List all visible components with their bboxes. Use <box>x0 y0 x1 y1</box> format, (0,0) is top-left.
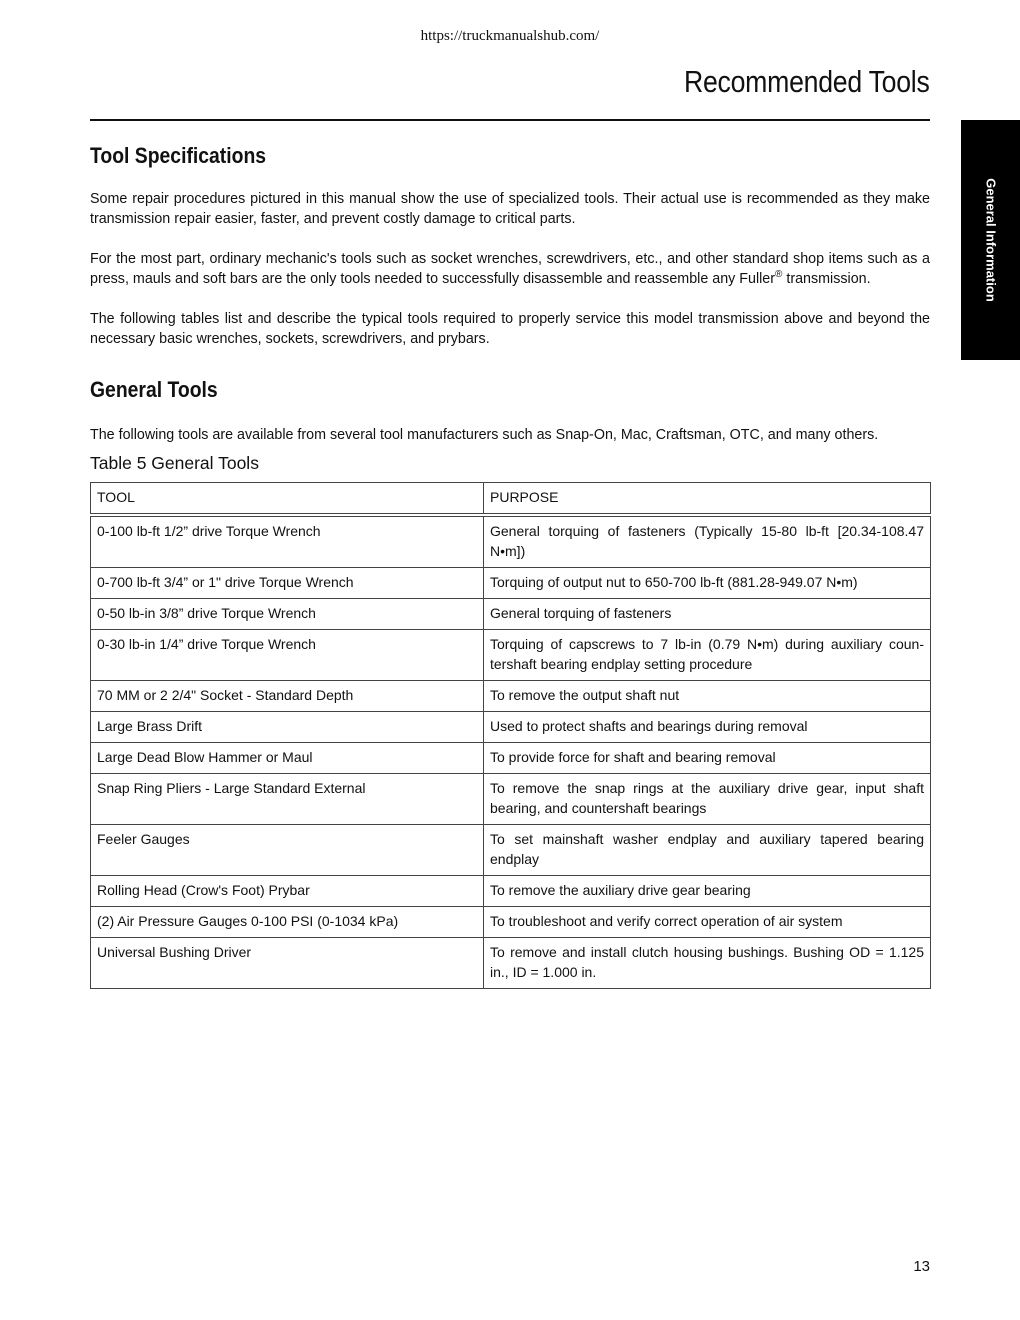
main-content <box>90 143 930 989</box>
tool-cell: Large Dead Blow Hammer or Maul <box>91 743 484 774</box>
tool-cell: Universal Bushing Driver <box>91 938 484 989</box>
table-header-row <box>91 483 931 516</box>
section-side-tab <box>961 120 1020 360</box>
purpose-cell: Used to protect shafts and bearings during removal <box>484 712 931 743</box>
column-header-tool: TOOL <box>91 483 484 516</box>
purpose-cell: General torquing of fasteners (Typically 15-80 lb-ft [20.34-108.47 N•m]) <box>484 515 931 568</box>
purpose-cell: To remove the auxiliary drive gear bearing <box>484 876 931 907</box>
table-row <box>91 825 931 876</box>
general-tools-table <box>90 482 931 989</box>
heading-tool-specifications: Tool Specifications <box>90 143 267 168</box>
purpose-cell: To remove the output shaft nut <box>484 681 931 712</box>
table-row <box>91 630 931 681</box>
tool-cell: 0-700 lb-ft 3/4” or 1" drive Torque Wrench <box>91 568 484 599</box>
tool-cell: Feeler Gauges <box>91 825 484 876</box>
tool-cell: (2) Air Pressure Gauges 0-100 PSI (0-1034 kPa) <box>91 907 484 938</box>
title-divider <box>90 119 930 121</box>
tool-cell: Rolling Head (Crow's Foot) Prybar <box>91 876 484 907</box>
source-url: https://truckmanualshub.com/ <box>420 28 600 44</box>
column-header-purpose: PURPOSE <box>484 483 931 516</box>
purpose-cell: Torquing of capscrews to 7 lb-in (0.79 N•m) during auxiliary coun-tershaft bearing endplay setting procedure <box>484 630 931 681</box>
table-row <box>91 938 931 989</box>
paragraph-ordinary-tools-end: transmission. <box>782 271 871 287</box>
tool-cell: 0-100 lb-ft 1/2” drive Torque Wrench <box>91 515 484 568</box>
table-body <box>91 515 931 989</box>
table-caption: Table 5 General Tools <box>90 453 259 473</box>
table-row <box>91 712 931 743</box>
purpose-cell: To set mainshaft washer endplay and auxiliary tapered bearing endplay <box>484 825 931 876</box>
paragraph-ordinary-tools <box>90 249 930 289</box>
purpose-cell: To troubleshoot and verify correct operation of air system <box>484 907 931 938</box>
tool-cell: Snap Ring Pliers - Large Standard External <box>91 774 484 825</box>
table-row <box>91 515 931 568</box>
purpose-cell: General torquing of fasteners <box>484 599 931 630</box>
table-row <box>91 876 931 907</box>
table-row <box>91 681 931 712</box>
purpose-cell: To remove and install clutch housing bushings. Bushing OD = 1.125 in., ID = 1.000 in. <box>484 938 931 989</box>
paragraph-manufacturers: The following tools are available from several tool manufacturers such as Snap-On, Mac, Craftsman, OTC, and many others. <box>90 427 879 443</box>
registered-mark: ® <box>775 269 783 281</box>
purpose-cell: To remove the snap rings at the auxiliary drive gear, input shaft bearing, and countershaft bearings <box>484 774 931 825</box>
tool-cell: 0-50 lb-in 3/8” drive Torque Wrench <box>91 599 484 630</box>
tool-cell: 0-30 lb-in 1/4” drive Torque Wrench <box>91 630 484 681</box>
purpose-cell: To provide force for shaft and bearing removal <box>484 743 931 774</box>
side-tab-label: General Information <box>983 178 998 302</box>
paragraph-tables-description: The following tables list and describe the typical tools required to properly service this model transmission above and beyond the necessary basic wrenches, sockets, screwdrivers, and prybars. <box>90 311 930 347</box>
page-title: Recommended Tools <box>684 64 930 99</box>
tool-cell: 70 MM or 2 2/4" Socket - Standard Depth <box>91 681 484 712</box>
tool-cell: Large Brass Drift <box>91 712 484 743</box>
table-row <box>91 568 931 599</box>
heading-general-tools: General Tools <box>90 377 218 402</box>
paragraph-specialized-tools: Some repair procedures pictured in this manual show the use of specialized tools. Their actual use is recommended as they make transmission repair easier, faster, and prevent costly damage to critical parts. <box>90 191 930 227</box>
table-row <box>91 743 931 774</box>
paragraph-ordinary-tools-text: For the most part, ordinary mechanic's tools such as socket wrenches, screwdrivers, etc., and other standard shop items such as a press, mauls and soft bars are the only tools needed to successfully disassemble and reassemble any Fuller <box>90 251 930 287</box>
table-row <box>91 907 931 938</box>
purpose-cell: Torquing of output nut to 650-700 lb-ft (881.28-949.07 N•m) <box>484 568 931 599</box>
page-number: 13 <box>913 1258 930 1275</box>
table-row <box>91 599 931 630</box>
table-row <box>91 774 931 825</box>
